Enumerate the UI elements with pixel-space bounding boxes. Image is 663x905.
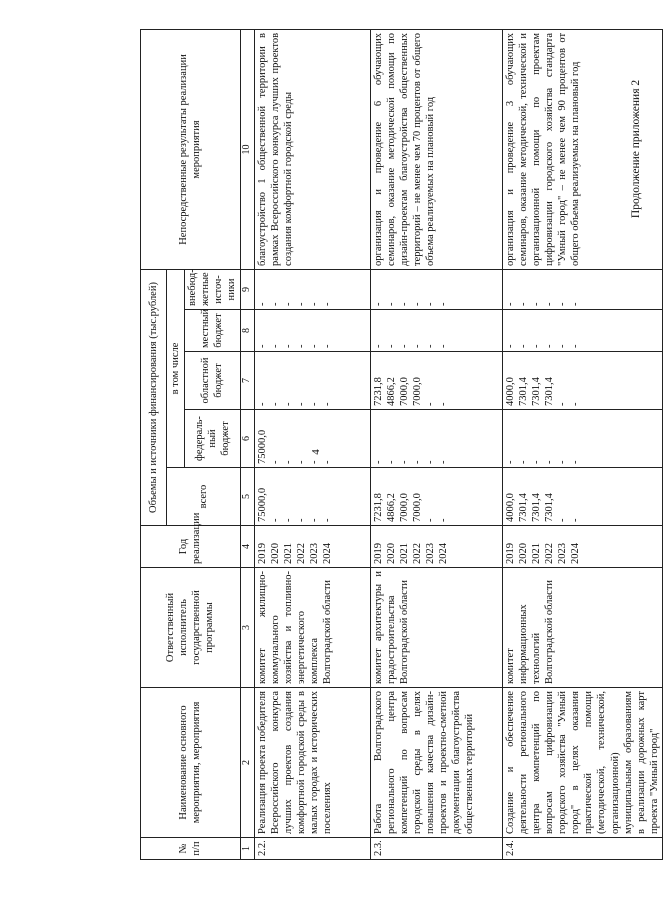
program-table bbox=[140, 29, 663, 860]
row-regional: 7231,8 4866,2 7000,0 7000,0 - - bbox=[370, 352, 502, 410]
row-regional: - - - - - - bbox=[254, 352, 370, 410]
col-num-10: 10 bbox=[240, 29, 254, 269]
header-local: местный бюджет bbox=[185, 310, 241, 352]
header-offbudget: внебюд-жетные источ-ники bbox=[185, 269, 241, 309]
table-row bbox=[254, 29, 370, 859]
row-regional: 4000,0 7301,4 7301,4 7301,4 - - bbox=[502, 352, 663, 410]
continuation-label: Продолжение приложения 2 bbox=[630, 79, 643, 219]
row-total: 75000,0 - - - - - bbox=[254, 468, 370, 526]
header-results: Непосредственные результаты реализации мероприятия bbox=[141, 29, 241, 269]
row-name: Создание и обеспечение деятельности регионального центра компетенций по вопросам цифровизации городского хозяйства "Умный город" в целях оказания практической помощи (методической, технической, организационной) муниципальным образованиям в реализации дорожных карт проекта "Умный город" bbox=[502, 688, 663, 838]
row-total: 4000,0 7301,4 7301,4 7301,4 - - bbox=[502, 468, 663, 526]
row-num: 2.2. bbox=[254, 838, 370, 860]
row-federal: - - - - - - bbox=[502, 410, 663, 468]
col-num-9: 9 bbox=[240, 269, 254, 309]
col-num-5: 5 bbox=[240, 468, 254, 526]
header-incl: в том числе bbox=[167, 269, 185, 467]
col-num-4: 4 bbox=[240, 526, 254, 568]
row-executor: комитет жилищно-коммунального хозяйства и топливно-энергетического комплекса Волгоградской области bbox=[254, 568, 370, 688]
row-total: 7231,8 4866,2 7000,0 7000,0 - - bbox=[370, 468, 502, 526]
header-executor: Ответственный исполнитель государственной программы bbox=[141, 568, 241, 688]
row-name: Реализация проекта победителя Всероссийского конкурса лучших проектов создания комфортной городской среды в малых городах и исторических поселениях bbox=[254, 688, 370, 838]
row-results: организация и проведение 6 обучающих семинаров, оказание методической помощи по дизайн-проектам благоустройства общественных территорий – не менее чем 70 процентов от общего объема реализуемых на плановый год bbox=[370, 29, 502, 269]
row-offbudget: - - - - - - bbox=[254, 269, 370, 309]
header-num: № п/п bbox=[141, 838, 241, 860]
row-results: организация и проведение 3 обучающих семинаров, оказание методической, технической и организационной помощи по проектам цифровизации городского хозяйства стандарта "Умный город" – не менее чем 90 процентов от общего объема реализуемых на плановый год bbox=[502, 29, 663, 269]
header-total: всего bbox=[167, 468, 241, 526]
header-funding: Объемы и источники финансирования (тыс.рублей) bbox=[141, 269, 167, 525]
row-years: 2019 2020 2021 2022 2023 2024 bbox=[254, 526, 370, 568]
col-num-8: 8 bbox=[240, 310, 254, 352]
col-num-1: 1 bbox=[240, 838, 254, 860]
row-executor: комитет информационных технологий Волгоградской области bbox=[502, 568, 663, 688]
header-regional: областной бюджет bbox=[185, 352, 241, 410]
row-local: - - - - - - bbox=[254, 310, 370, 352]
col-num-2: 2 bbox=[240, 688, 254, 838]
row-federal: - - - - - - bbox=[370, 410, 502, 468]
row-results: благоустройство 1 общественной территории в рамках Всероссийского конкурса лучших проектов создания комфортной городской среды bbox=[254, 29, 370, 269]
header-year: Год реализации bbox=[141, 526, 241, 568]
row-federal: 75000,0 - - - - - bbox=[254, 410, 370, 468]
row-name: Работа Волгоградского регионального центра компетенций по вопросам городской среды в целях повышения качества дизайн-проектов и проектно-сметной документации благоустройства общественных территорий bbox=[370, 688, 502, 838]
row-local: - - - - - - bbox=[502, 310, 663, 352]
row-years: 2019 2020 2021 2022 2023 2024 bbox=[502, 526, 663, 568]
row-years: 2019 2020 2021 2022 2023 2024 bbox=[370, 526, 502, 568]
page-number: 4 bbox=[309, 449, 322, 455]
row-num: 2.3. bbox=[370, 838, 502, 860]
row-local: - - - - - - bbox=[370, 310, 502, 352]
table-row bbox=[370, 29, 502, 859]
col-num-3: 3 bbox=[240, 568, 254, 688]
header-federal: федераль-ный бюджет bbox=[185, 410, 241, 468]
row-executor: комитет архитектуры и градостроительства Волгоградской области bbox=[370, 568, 502, 688]
row-num: 2.4. bbox=[502, 838, 663, 860]
header-name: Наименование основного мероприятия, мероприятия bbox=[141, 688, 241, 838]
col-num-6: 6 bbox=[240, 410, 254, 468]
table-row bbox=[502, 29, 663, 859]
col-num-7: 7 bbox=[240, 352, 254, 410]
row-offbudget: - - - - - - bbox=[370, 269, 502, 309]
row-offbudget: - - - - - - bbox=[502, 269, 663, 309]
